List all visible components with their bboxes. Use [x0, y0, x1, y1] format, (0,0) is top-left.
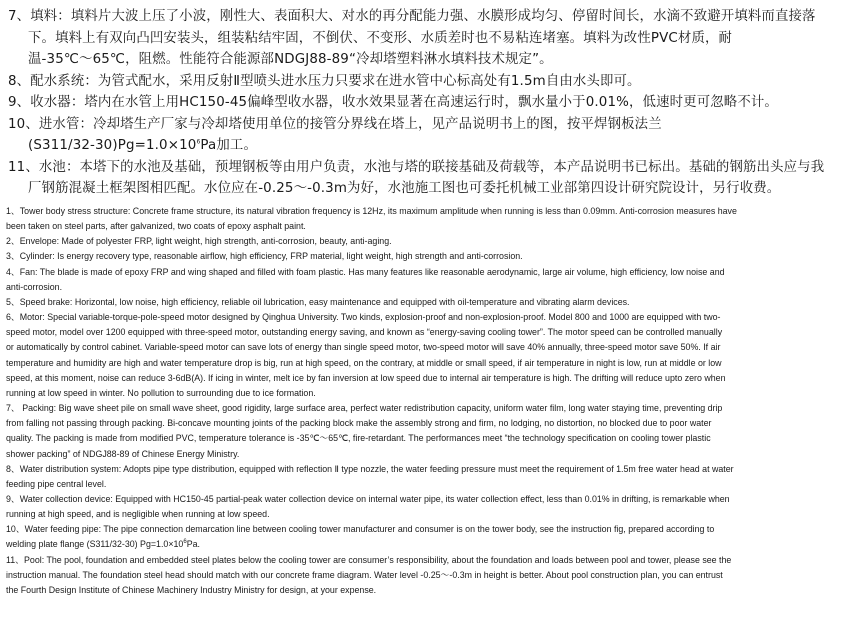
english-item-10-line: 10、Water feeding pipe: The pipe connection demarcation line between cooling tower manufacturer and consumer is on the tower body, see the instruction fig, prepared according to: [6, 524, 715, 535]
english-item-6-line: speed, at this moment, noise can reduce 3-6dB(A). If icing in winter, melt ice by fan inversion at low speed due to internal air temperature is high. The drifting will reduce upto zero when: [6, 372, 726, 383]
english-item-7-line: quality. The packing is made from modified PVC, temperature tolerance is -35℃～65℃, fire-retardant. The performances meet “the technology specification on cooling tower plastic: [6, 433, 711, 444]
chinese-item-11-line: 11、水池：本塔下的水池及基础，预埋钢板等由用户负责，水池与塔的联接基础及荷载等，本产品说明书已标出。基础的钢筋出头应与我: [8, 159, 825, 175]
english-item-6-line: temperature and humidity are high and water temperature drop is big, run at high speed, on the contrary, at middle or small speed, if air temperature in night is low, run at middle or low: [6, 357, 722, 368]
chinese-item-10-line: 10、进水管：冷却塔生产厂家与冷却塔使用单位的接管分界线在塔上，见产品说明书上的图，按平焊钢板法兰: [8, 116, 662, 132]
english-item-1-line: been taken on steel parts, after galvanized, two coats of epoxy asphalt paint.: [6, 221, 306, 232]
item-number: 7、: [8, 9, 31, 24]
english-item-10-line: welding plate flange (S311/32-30) $Pg=1.0\times 10^6Pa$.: [6, 539, 200, 550]
english-item-2-line: 2、Envelope: Made of polyester FRP, light weight, high strength, anti-corrosion, beauty, anti-aging.: [6, 236, 392, 247]
item-number: 10、: [8, 116, 39, 132]
item-number: 11、: [8, 159, 39, 175]
chinese-item-7-line: 温-35℃～65℃，阻燃。性能符合能源部NDGJ88-89“冷却塔塑料淋水填料技术规定”。: [28, 52, 553, 67]
english-section: [6, 204, 836, 598]
item-number: 9、: [8, 95, 31, 110]
english-item-4-line: 4、Fan: The blade is made of epoxy FRP and wing shaped and filled with foam plastic. Has many features like reasonable aerodynamic, large air volume, high efficiency, low noise and: [6, 266, 725, 277]
english-item-8-line: 8、Water distribution system: Adopts pipe type distribution, equipped with reflection Ⅱ type nozzle, the water feeding pressure must meet the requirement of 1.5m free water head at water: [6, 463, 734, 474]
chinese-item-7-line: 下。填料上有双向凸凹安装头，组装粘结牢固，不倒伏、不变形、水质差时也不易粘连堵塞。填料为改性PVC材质，耐: [28, 30, 733, 46]
english-item-7-line: from falling not passing through packing. Bi-concave mounting joints of the packing block make the assembly strong and firm, no lodging, no distortion, no blocked due to poor water: [6, 418, 712, 429]
english-item-6-line: or automatically by control cabinet. Variable-speed motor can save lots of energy than single speed motor, two-speed motor will save 40% annually, three-speed motor save 50%. If air: [6, 342, 721, 353]
item-number: 8、: [8, 73, 31, 89]
chinese-item-8-line: 8、配水系统：为管式配水，采用反射Ⅱ型喷头进水压力只要求在进水管中心标高处有1.5m自由水头即可。: [8, 73, 641, 89]
english-item-11-line: the Fourth Design Institute of Chinese Machinery Industry Ministry for design, at your expense.: [6, 584, 377, 595]
chinese-item-7-line: 7、填料：填料片大波上压了小波，刚性大、表面积大、对水的再分配能力强、水膜形成均匀、停留时间长，水滴不致避开填料而直接落: [8, 9, 816, 24]
chinese-item-9-line: 9、收水器：塔内在水管上用HC150-45偏峰型收水器，收水效果显著在高速运行时，飘水量小于0.01%，低速时更可忽略不计。: [8, 95, 778, 110]
english-item-6-line: speed motor, model over 1200 equipped with three-speed motor, outstanding energy saving, and known as “energy-saving cooling tower”. The motor speed can be controlled manually: [6, 327, 723, 338]
chinese-item-10-line: $(S311/32-30)Pg=1.0\times 10^6Pa$加工。: [28, 138, 258, 153]
chinese-section: [8, 6, 836, 200]
english-item-11-line: 11、Pool: The pool, foundation and embedded steel plates below the cooling tower are consumer’s responsibility, about the foundation and loads between pool and tower, please see the: [6, 554, 732, 565]
english-item-5-line: 5、Speed brake: Horizontal, low noise, high efficiency, reliable oil lubrication, easy maintenance and equipped with oil-temperature and vibrating alarm devices.: [6, 296, 630, 307]
english-item-1-line: 1、Tower body stress structure: Concrete frame structure, its natural vibration frequency is 12Hz, its maximum amplitude when running is less than 0.09mm. Anti-corrosion measures have: [6, 206, 737, 216]
english-item-7-line: 7、 Packing: Big wave sheet pile on small wave sheet, good rigidity, large surface area, perfect water redistribution capacity, uniform water film, long water staying time, preventing drip: [6, 403, 723, 414]
english-item-8-line: feeding pipe central level.: [6, 478, 107, 489]
english-item-11-line: instruction manual. The foundation steel head should match with our concrete frame diagram. Water level -0.25～-0.3m in height is better. About pool construction plan, you can entrust: [6, 569, 723, 580]
english-item-3-line: 3、Cylinder: Is energy recovery type, reasonable airflow, high efficiency, FRP material, light weight, high strength and anti-corrosion.: [6, 251, 523, 262]
english-item-7-line: shower packing” of NDGJ88-89 of Chinese Energy Ministry.: [6, 448, 240, 459]
english-item-6-line: 6、Motor: Special variable-torque-pole-speed motor designed by Qinghua University. Two kinds, explosion-proof and non-explosion-proof. Model 800 and 1000 are equipped with two-: [6, 312, 721, 323]
chinese-item-11-line: 厂钢筋混凝土框架图相匹配。水位应在-0.25～-0.3m为好，水池施工图也可委托机械工业部第四设计研究院设计，另行收费。: [28, 181, 781, 196]
english-item-6-line: running at low speed in winter. No pollution to surrounding due to ice formation.: [6, 387, 316, 398]
english-item-4-line: anti-corrosion.: [6, 281, 63, 292]
english-item-9-line: running at high speed, and is negligible when running at low speed.: [6, 509, 270, 520]
english-item-9-line: 9、Water collection device: Equipped with HC150-45 partial-peak water collection device on internal water pipe, its water collection effect, less than 0.01% in drifting, is remarkable when: [6, 493, 730, 504]
